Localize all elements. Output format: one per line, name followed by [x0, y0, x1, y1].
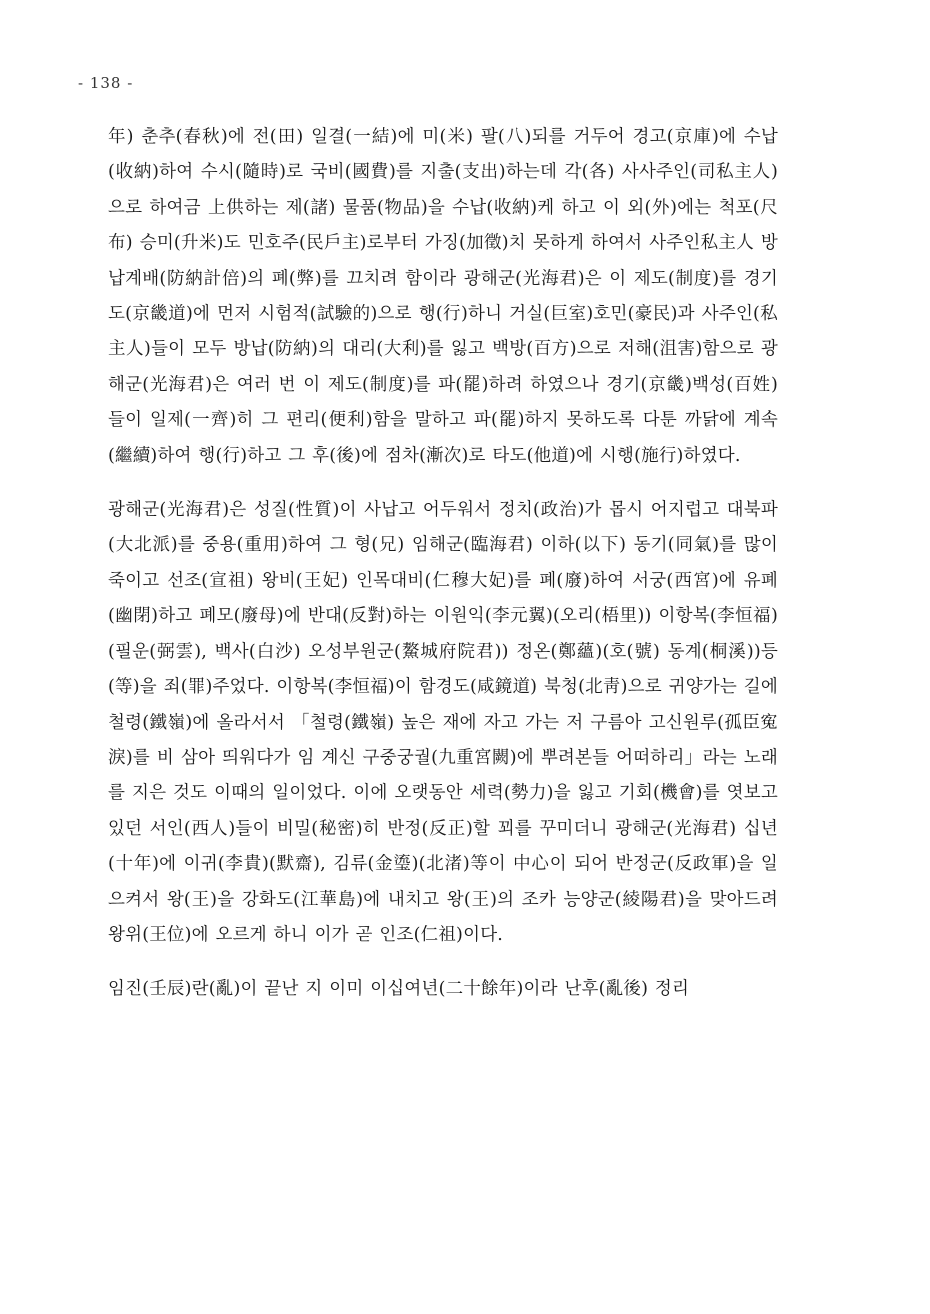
page-number: - 138 - [78, 74, 134, 92]
paragraph-gwanghaegun: 광해군(光海君)은 성질(性質)이 사납고 어두워서 정치(政治)가 몹시 어지럽고 대북파(大北派)를 중용(重用)하여 그 형(兄) 임해군(臨海君) 이하(以下) 동기(同氣)를 많이 죽이고 선조(宣祖) 왕비(王妃) 인목대비(仁穆大妃)를 폐(廢)하여 서궁(西宮)에 유폐(幽閉)하고 폐모(廢母)에 반대(反對)하는 이원익(李元翼)(오리(梧里)) 이항복(李恒福)(필운(弼雲), 백사(白沙) 오성부원군(鰲城府院君)) 정온(鄭蘊)(호(號) 동계(桐溪))등(等)을 죄(罪)주었다. 이항복(李恒福)이 함경도(咸鏡道) 북청(北靑)으로 귀양가는 길에 철령(鐵嶺)에 올라서서 「철령(鐵嶺) 높은 재에 자고 가는 저 구름아 고신원루(孤臣寃淚)를 비 삼아 띄워다가 임 계신 구중궁궐(九重宮闕)에 뿌려본들 어떠하리」라는 노래를 지은 것도 이때의 일이었다. 이에 오랫동안 세력(勢力)을 잃고 기회(機會)를 엿보고 있던 서인(西人)들이 비밀(秘密)히 반정(反正)할 꾀를 꾸미더니 광해군(光海君) 십년(十年)에 이귀(李貴)(默齋), 김류(金瑬)(北渚)等이 中心이 되어 반정군(反政軍)을 일으켜서 왕(王)을 강화도(江華島)에 내치고 왕(王)의 조카 능양군(綾陽君)을 맞아드려 왕위(王位)에 오르게 하니 이가 곧 인조(仁祖)이다. [108, 500, 778, 945]
paragraph-daedong: 年) 춘추(春秋)에 전(田) 일결(一結)에 미(米) 팔(八)되를 거두어 경고(京庫)에 수납(收納)하여 수시(隨時)로 국비(國費)를 지출(支出)하는데 각(各) 사사주인(司私主人)으로 하여금 上供하는 제(諸) 물품(物品)을 수납(收納)케 하고 이 외(外)에는 척포(尺布) 승미(升米)도 민호주(民戶主)로부터 가징(加徵)치 못하게 하여서 사주인私主人 방납계배(防納計倍)의 폐(弊)를 끄치려 함이라 광해군(光海君)은 이 제도(制度)를 경기도(京畿道)에 먼저 시험적(試驗的)으로 행(行)하니 거실(巨室)호민(豪民)과 사주인(私主人)들이 모두 방납(防納)의 대리(大利)를 잃고 백방(百方)으로 저해(沮害)함으로 광해군(光海君)은 여러 번 이 제도(制度)를 파(罷)하려 하였으나 경기(京畿)백성(百姓)들이 일제(一齊)히 그 편리(便利)함을 말하고 파(罷)하지 못하도록 다툰 까닭에 계속(繼續)하여 행(行)하고 그 후(後)에 점차(漸次)로 타도(他道)에 시행(施行)하였다. [108, 127, 778, 466]
page-body [108, 120, 778, 1027]
paragraph-imjin: 임진(壬辰)란(亂)이 끝난 지 이미 이십여년(二十餘年)이라 난후(亂後) 정리 [108, 979, 690, 1000]
